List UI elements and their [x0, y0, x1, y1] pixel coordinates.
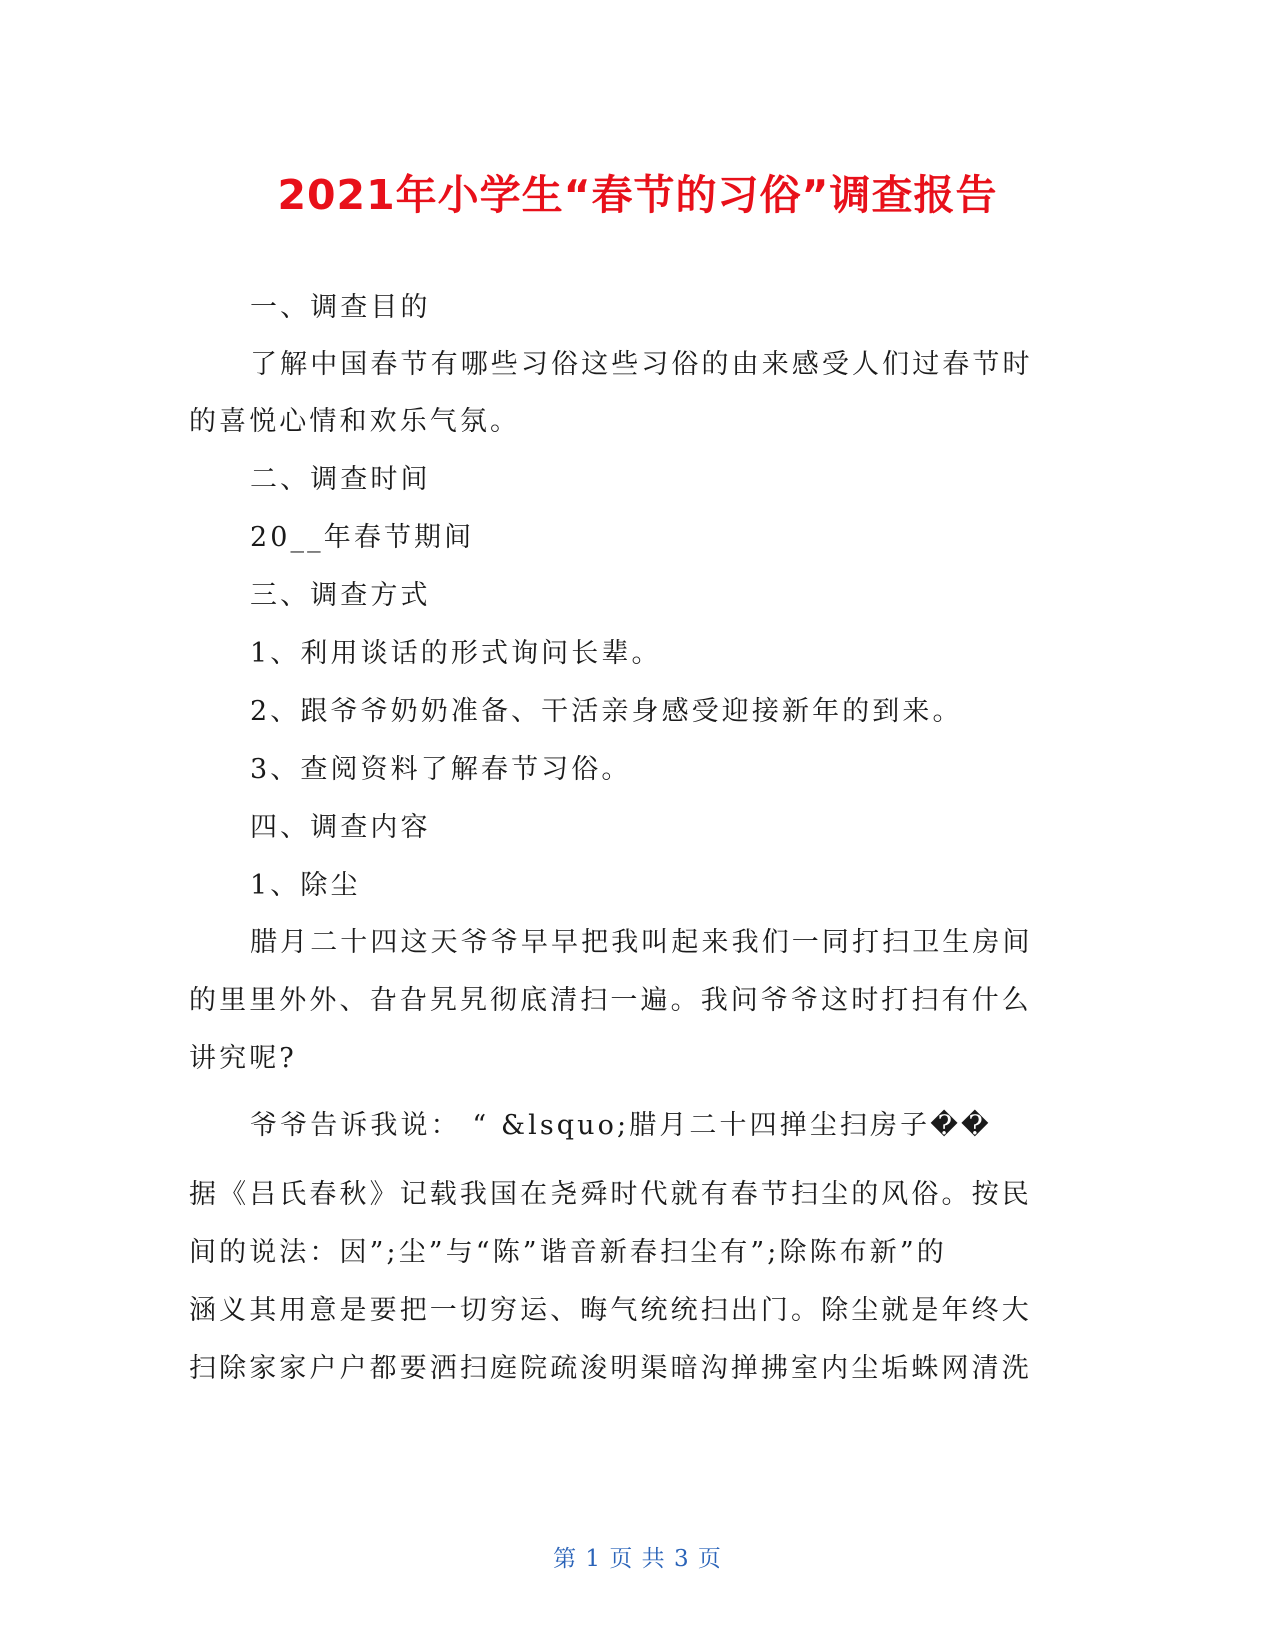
- paragraph-line: 了解中国春节有哪些习俗这些习俗的由来感受人们过春节时: [250, 349, 1033, 380]
- subheading-dusting: 1、除尘: [250, 870, 361, 901]
- heading-method: 三、调查方式: [250, 580, 431, 611]
- paragraph-line: 间的说法：因”;尘”与“陈”谐音新春扫尘有”;除陈布新”的: [189, 1237, 947, 1268]
- list-item: 1、利用谈话的形式询问长辈。: [250, 638, 662, 669]
- paragraph-line: 涵义其用意是要把一切穷运、晦气统统扫出门。除尘就是年终大: [189, 1295, 1032, 1326]
- list-item: 2、跟爷爷奶奶准备、干活亲身感受迎接新年的到来。: [250, 696, 963, 727]
- document-title: 2021年小学生“春节的习俗”调查报告: [277, 171, 998, 219]
- paragraph-line: 讲究呢?: [189, 1043, 297, 1074]
- paragraph-line: 腊月二十四这天爷爷早早把我叫起来我们一同打扫卫生房间: [250, 927, 1033, 958]
- paragraph-line: 的喜悦心情和欢乐气氛。: [189, 406, 521, 437]
- heading-content: 四、调查内容: [250, 812, 431, 843]
- heading-time: 二、调查时间: [250, 464, 431, 495]
- paragraph-line: 爷爷告诉我说： “ &lsquo;腊月二十四掸尘扫房子��: [250, 1110, 992, 1141]
- list-item: 3、查阅资料了解春节习俗。: [250, 754, 632, 785]
- paragraph-line: 20__年春节期间: [250, 522, 475, 553]
- page-footer: 第 1 页 共 3 页: [553, 1546, 722, 1572]
- paragraph-line: 扫除家家户户都要洒扫庭院疏浚明渠暗沟掸拂室内尘垢蛛网清洗: [189, 1353, 1032, 1384]
- paragraph-line: 的里里外外、旮旮旯旯彻底清扫一遍。我问爷爷这时打扫有什么: [189, 985, 1032, 1016]
- paragraph-line: 据《吕氏春秋》记载我国在尧舜时代就有春节扫尘的风俗。按民: [189, 1179, 1032, 1210]
- heading-purpose: 一、调查目的: [250, 292, 431, 323]
